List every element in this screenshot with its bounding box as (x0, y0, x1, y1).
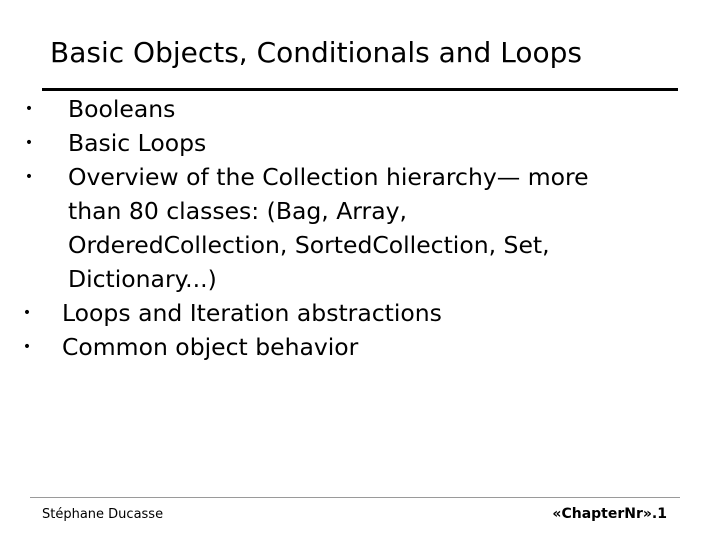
bullet-text: Booleans (68, 95, 176, 123)
bullet-item-basic-loops (22, 126, 682, 160)
bullet-text: Common object behavior (62, 333, 359, 361)
bullet-text-line: than 80 classes: (Bag, Array, (68, 197, 407, 225)
footer-page-number: «ChapterNr».1 (552, 506, 667, 522)
bullet-item-iteration (22, 296, 682, 330)
slide-title: Basic Objects, Conditionals and Loops (50, 36, 582, 69)
bullet-item-common-behavior (22, 330, 682, 364)
bullet-item-booleans (22, 92, 682, 126)
footer-author: Stéphane Ducasse (42, 507, 164, 522)
bullet-dot-icon: • (24, 135, 34, 151)
title-divider (42, 88, 678, 91)
bullet-dot-icon: • (22, 339, 32, 355)
bullet-text: Basic Loops (68, 129, 207, 157)
bullet-text-line: OrderedCollection, SortedCollection, Set, (68, 231, 550, 259)
bullet-text-line: Overview of the Collection hierarchy— more (68, 163, 589, 191)
bullet-text: Loops and Iteration abstractions (62, 299, 442, 327)
bullet-dot-icon: • (24, 101, 34, 117)
bullet-dot-icon: • (24, 169, 34, 185)
bullet-dot-icon: • (22, 305, 32, 321)
bullet-text-line: Dictionary...) (68, 265, 217, 293)
bullet-item-collection-overview (22, 160, 682, 296)
footer-divider (30, 497, 680, 498)
bullet-list (22, 92, 682, 364)
